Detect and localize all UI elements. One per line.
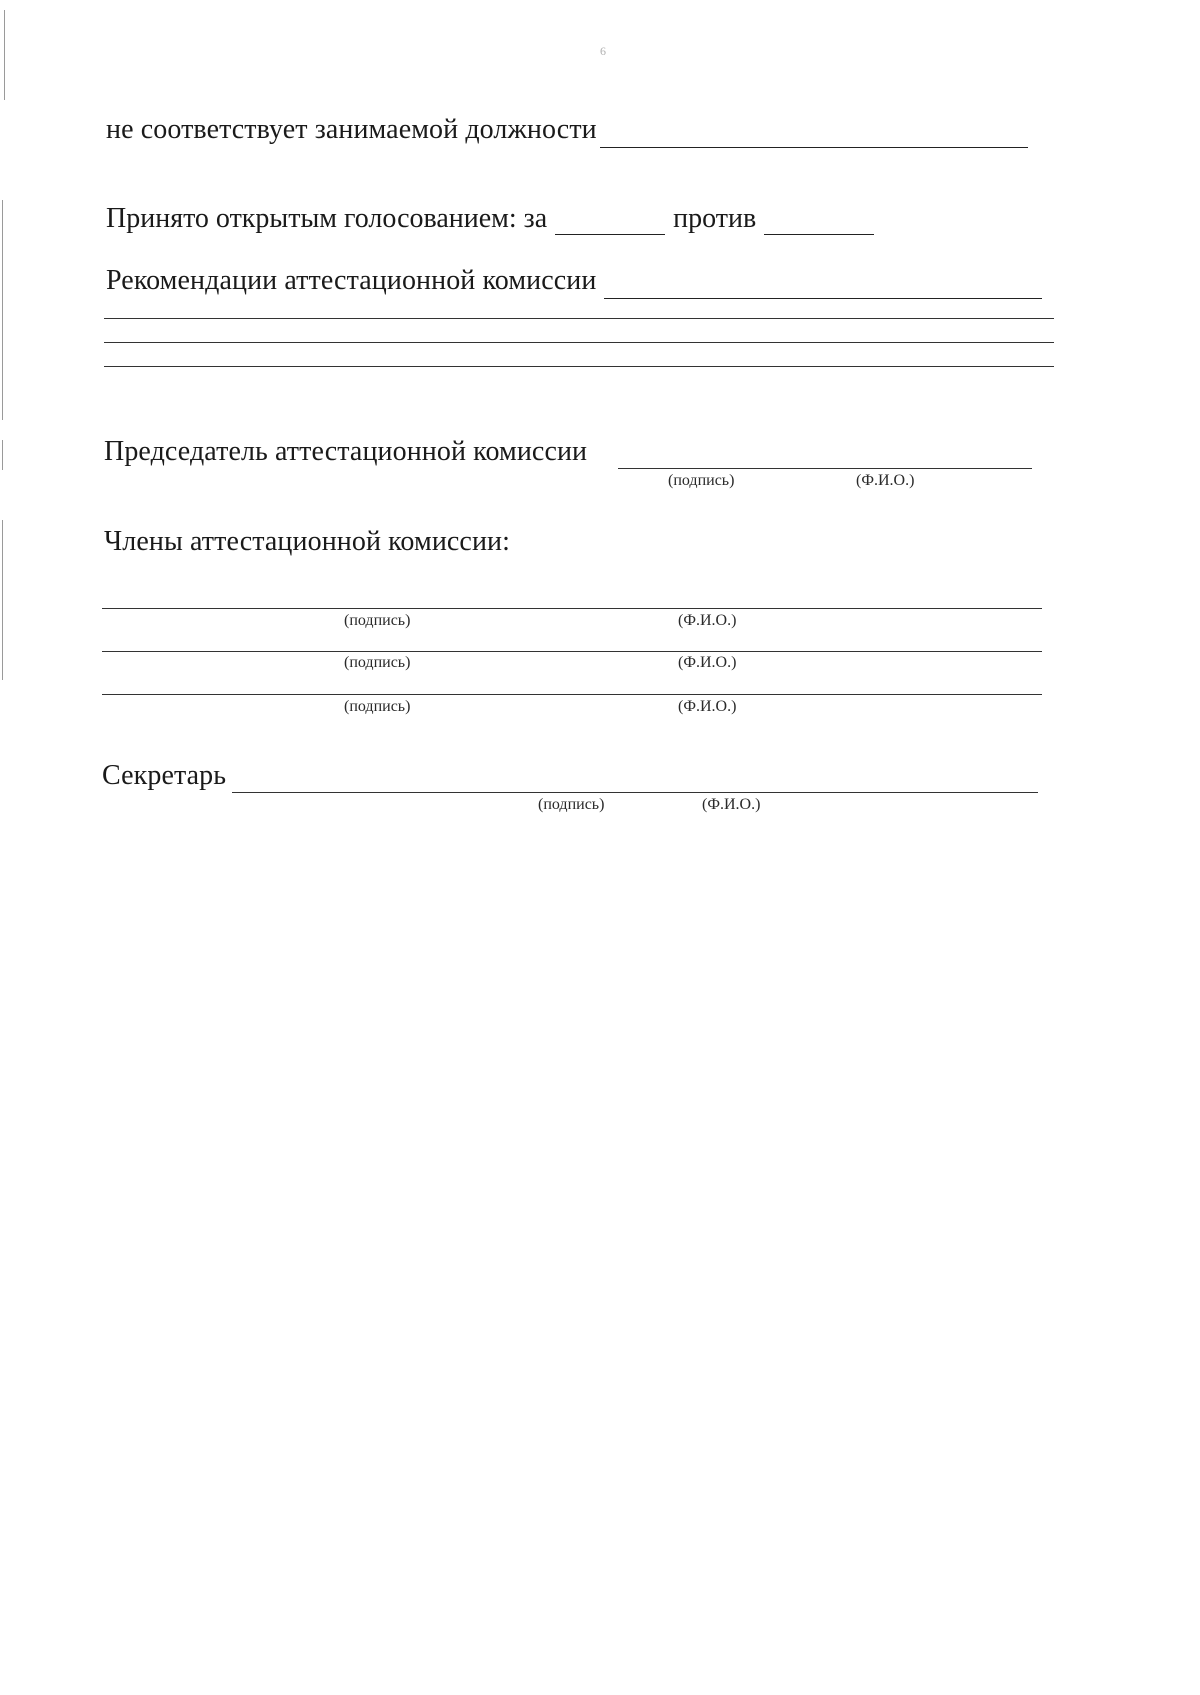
member-signature-caption: (подпись) bbox=[344, 698, 411, 715]
chairman-label: Председатель аттестационной комиссии bbox=[104, 436, 588, 467]
recommendations-label: Рекомендации аттестационной комиссии bbox=[106, 265, 597, 296]
secretary-signature-caption: (подпись) bbox=[538, 796, 605, 813]
member-signature-blank[interactable] bbox=[102, 694, 1042, 695]
secretary-signature-blank[interactable] bbox=[232, 792, 1038, 793]
recommendations-blank-line[interactable] bbox=[104, 318, 1054, 319]
vote-label: Принято открытым голосованием: за bbox=[106, 203, 548, 234]
scan-edge-mark bbox=[2, 440, 3, 470]
chairman-signature-blank[interactable] bbox=[618, 468, 1032, 469]
member-signature-caption: (подпись) bbox=[344, 612, 411, 629]
conclusion-blank[interactable] bbox=[600, 147, 1028, 148]
vote-against-blank[interactable] bbox=[764, 212, 874, 235]
recommendations-blank-line[interactable] bbox=[104, 366, 1054, 367]
vote-against-label: против bbox=[673, 203, 757, 234]
member-signature-blank[interactable] bbox=[102, 608, 1042, 609]
chairman-signature-caption: (подпись) bbox=[668, 472, 735, 489]
vote-for-blank[interactable] bbox=[555, 212, 665, 235]
scan-edge-mark bbox=[2, 520, 3, 680]
member-signature-blank[interactable] bbox=[102, 651, 1042, 652]
conclusion-line bbox=[106, 114, 597, 146]
members-label: Члены аттестационной комиссии: bbox=[104, 526, 511, 557]
page-number: 6 bbox=[600, 44, 606, 58]
member-name-caption: (Ф.И.О.) bbox=[678, 654, 737, 671]
member-signature-caption: (подпись) bbox=[344, 654, 411, 671]
recommendations-blank-line[interactable] bbox=[104, 342, 1054, 343]
vote-row bbox=[106, 203, 882, 235]
member-name-caption: (Ф.И.О.) bbox=[678, 612, 737, 629]
scan-edge-mark bbox=[2, 200, 3, 420]
chairman-name-caption: (Ф.И.О.) bbox=[856, 472, 915, 489]
secretary-name-caption: (Ф.И.О.) bbox=[702, 796, 761, 813]
member-name-caption: (Ф.И.О.) bbox=[678, 698, 737, 715]
secretary-label: Секретарь bbox=[102, 760, 227, 791]
recommendations-blank-first[interactable] bbox=[604, 298, 1042, 299]
scan-edge-mark bbox=[4, 10, 5, 100]
conclusion-text: не соответствует занимаемой должности bbox=[106, 114, 597, 145]
